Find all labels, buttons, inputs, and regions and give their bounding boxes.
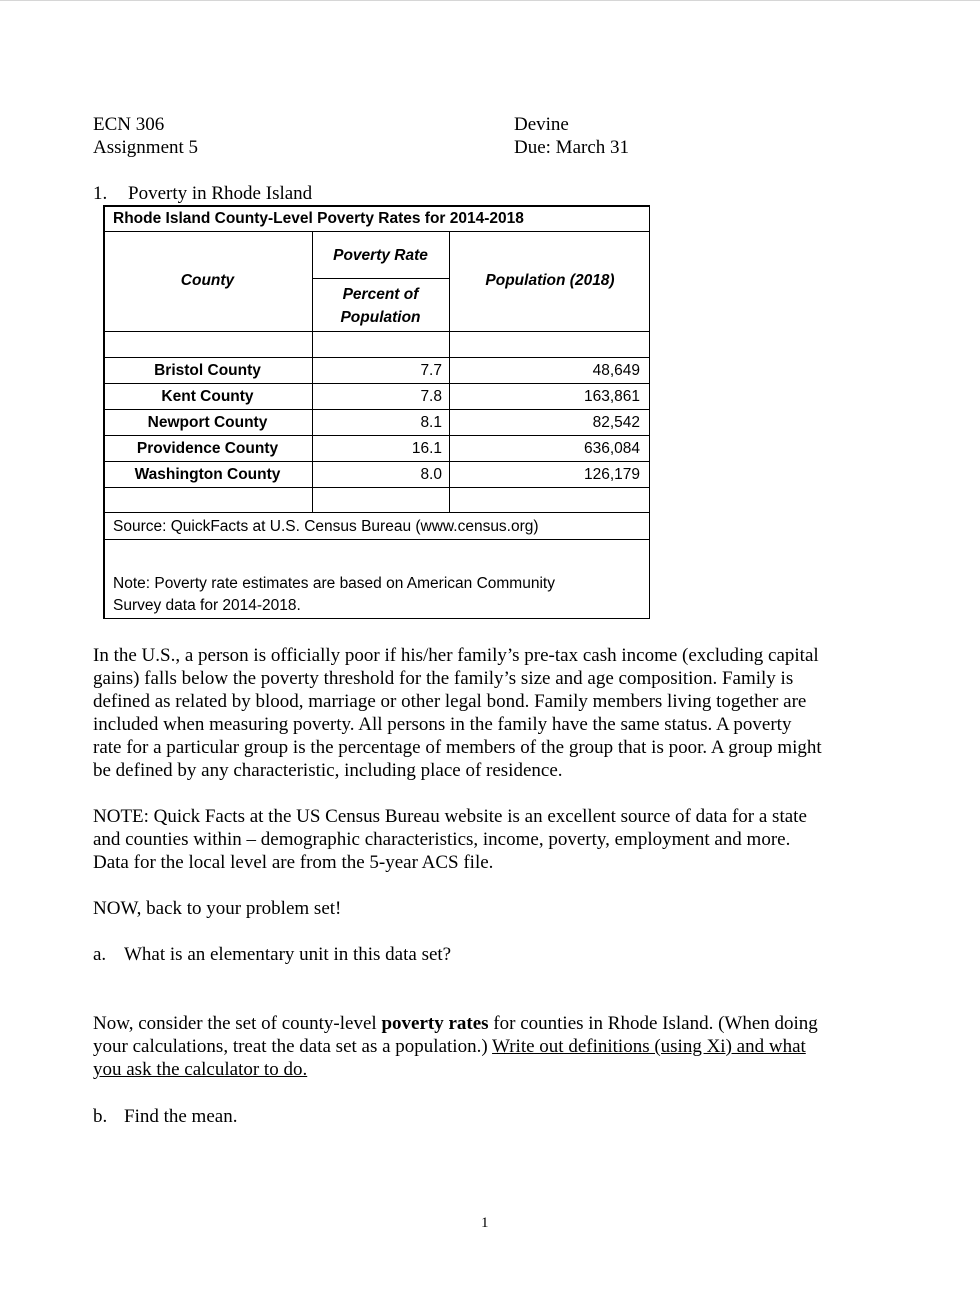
table-title: Rhode Island County-Level Poverty Rates for 2014-2018 xyxy=(113,210,524,227)
back-to-problem-set: NOW, back to your problem set! xyxy=(93,898,342,919)
paragraph-line: NOTE: Quick Facts at the US Census Bureau website is an excellent source of data for a state xyxy=(93,806,807,827)
question-number: 1. xyxy=(93,183,108,204)
table-row-county: Newport County xyxy=(147,414,268,431)
table-rule xyxy=(103,383,650,384)
header-poverty-rate: Poverty Rate xyxy=(333,247,428,264)
poverty-rates-bold: poverty rates xyxy=(381,1013,489,1034)
text-run: your calculations, treat the data set as a population.) xyxy=(93,1036,493,1057)
paragraph-line: be defined by any characteristic, including place of residence. xyxy=(93,760,563,781)
table-rule xyxy=(103,487,650,488)
paragraph-line: Data for the local level are from the 5-year ACS file. xyxy=(93,852,494,873)
paragraph-line: defined as related by blood, marriage or other legal bond. Family members living together are xyxy=(93,691,807,712)
instructor-name: Devine xyxy=(514,114,569,135)
table-note-line-2: Survey data for 2014-2018. xyxy=(113,597,301,614)
question-b-label: b. xyxy=(93,1106,108,1127)
text-run: for counties in Rhode Island. (When doing xyxy=(488,1013,818,1034)
table-border-bottom xyxy=(103,618,650,620)
header-percent-of: Percent of xyxy=(342,286,419,303)
question-a-text: What is an elementary unit in this data set? xyxy=(124,944,452,965)
paragraph-line: and counties within – demographic characteristics, income, poverty, employment and more. xyxy=(93,829,791,850)
paragraph-line xyxy=(93,1012,883,1035)
table-rule xyxy=(103,512,650,513)
question-title: Poverty in Rhode Island xyxy=(128,183,313,204)
header-county: County xyxy=(180,272,235,289)
table-row-population: 126,179 xyxy=(583,466,640,483)
table-border-top xyxy=(103,205,650,207)
paragraph-line: included when measuring poverty. All persons in the family have the same status. A poverty xyxy=(93,714,792,735)
assignment-label: Assignment 5 xyxy=(93,137,199,158)
table-rule xyxy=(103,331,650,332)
table-row-county: Providence County xyxy=(136,440,279,457)
question-a-label: a. xyxy=(93,944,107,965)
question-b-text: Find the mean. xyxy=(124,1106,238,1127)
table-rule xyxy=(312,278,450,279)
table-row-rate: 8.0 xyxy=(420,466,442,483)
table-row-county: Washington County xyxy=(134,466,281,483)
table-row-rate: 7.7 xyxy=(420,362,442,379)
table-rule xyxy=(103,461,650,462)
table-rule xyxy=(103,231,650,232)
table-rule xyxy=(103,357,650,358)
table-rule xyxy=(103,435,650,436)
table-row-rate: 16.1 xyxy=(411,440,442,457)
paragraph-line: gains) falls below the poverty threshold for the family’s size and age composition. Family is xyxy=(93,668,794,689)
table-row-rate: 7.8 xyxy=(420,388,442,405)
table-row-county: Bristol County xyxy=(154,362,261,379)
paragraph-line xyxy=(93,1035,883,1058)
table-row-population: 48,649 xyxy=(592,362,640,379)
quickfacts-note-paragraph xyxy=(93,805,883,874)
header-population-2018: Population (2018) xyxy=(485,272,615,289)
paragraph-line: In the U.S., a person is officially poor if his/her family’s pre-tax cash income (excluding capital xyxy=(93,645,819,666)
underlined-instruction: you ask the calculator to do. xyxy=(93,1059,308,1080)
due-date: Due: March 31 xyxy=(514,137,630,158)
table-border-right xyxy=(649,205,651,619)
table-rule xyxy=(103,409,650,410)
underlined-instruction: Write out definitions (using Xi) and what xyxy=(492,1036,806,1057)
poverty-definition-paragraph xyxy=(93,644,883,782)
paragraph-line xyxy=(93,1058,883,1081)
course-code: ECN 306 xyxy=(93,114,165,135)
page-number: 1 xyxy=(481,1215,489,1231)
paragraph-line: rate for a particular group is the percentage of members of the group that is poor. A group might xyxy=(93,737,822,758)
table-row-population: 82,542 xyxy=(592,414,640,431)
table-note-line-1: Note: Poverty rate estimates are based on American Community xyxy=(113,575,555,592)
table-row-rate: 8.1 xyxy=(420,414,442,431)
table-rule xyxy=(103,539,650,540)
table-row-population: 636,084 xyxy=(583,440,640,457)
calculation-instructions-paragraph xyxy=(93,1012,883,1081)
poverty-table xyxy=(103,205,650,619)
text-run: Now, consider the set of county-level xyxy=(93,1013,382,1034)
page-top-border xyxy=(0,0,980,1)
table-row-county: Kent County xyxy=(161,388,254,405)
table-source: Source: QuickFacts at U.S. Census Bureau (www.census.org) xyxy=(113,518,539,535)
table-row-population: 163,861 xyxy=(583,388,640,405)
header-population-sub: Population xyxy=(340,309,421,326)
